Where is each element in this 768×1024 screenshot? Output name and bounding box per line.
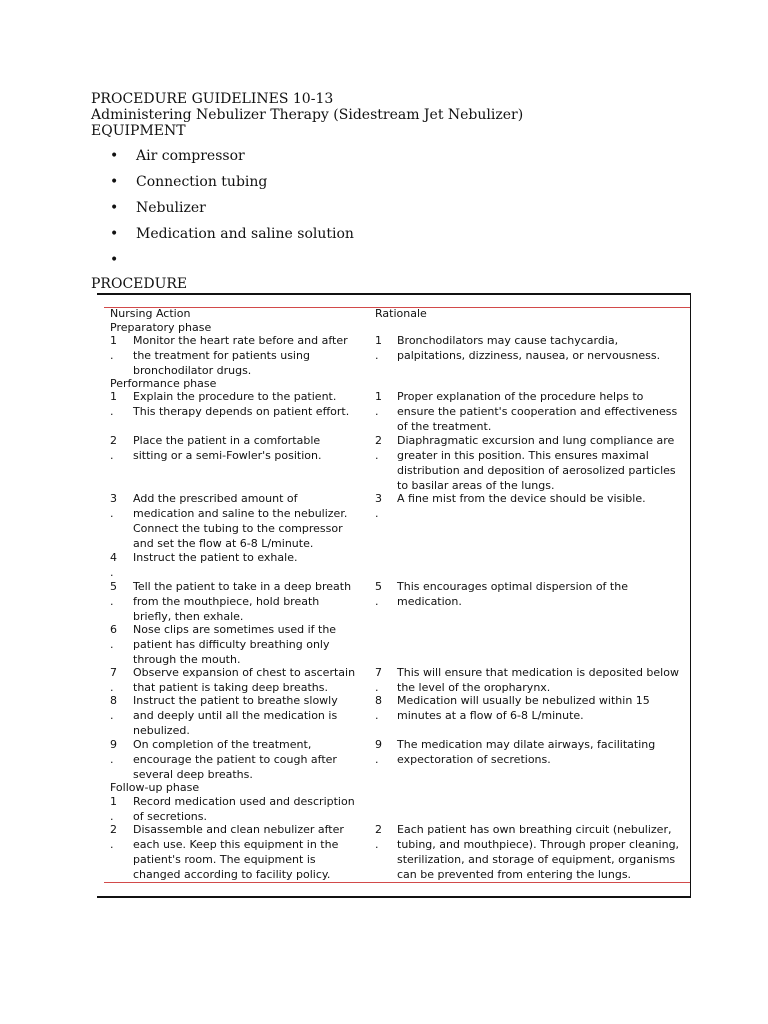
- rationale: Proper explanation of the procedure helps to ensure the patient's cooperation and effectiveness of the treatment.: [397, 390, 678, 433]
- document-title: PROCEDURE GUIDELINES 10-13: [91, 91, 334, 107]
- step-number: 7 .: [110, 666, 117, 694]
- step-number: 4 .: [110, 551, 117, 579]
- nursing-action: Add the prescribed amount of medication and saline to the nebulizer. Connect the tubing to the compressor and set the flow at 6-8 L/minute.: [133, 492, 348, 550]
- table-border-right: [690, 293, 691, 898]
- list-item: • Connection tubing: [110, 174, 268, 190]
- rationale-number: 2 .: [375, 434, 382, 462]
- rationale-number: 1 .: [375, 390, 382, 418]
- column-header-action: Nursing Action: [110, 307, 191, 320]
- nursing-action: Monitor the heart rate before and after the treatment for patients using bronchodilator drugs.: [133, 334, 348, 377]
- rationale: The medication may dilate airways, facilitating expectoration of secretions.: [397, 738, 656, 766]
- step-number: 1 .: [110, 795, 117, 823]
- rationale-number: 3 .: [375, 492, 382, 520]
- phase-label-preparatory: Preparatory phase: [110, 321, 212, 334]
- nursing-action: Explain the procedure to the patient. This therapy depends on patient effort.: [133, 390, 350, 418]
- step-number: 2 .: [110, 823, 117, 851]
- step-number: 1 .: [110, 390, 117, 418]
- column-header-rationale: Rationale: [375, 307, 427, 320]
- rationale-number: 7 .: [375, 666, 382, 694]
- equipment-heading: EQUIPMENT: [91, 123, 186, 139]
- rationale-number: 1 .: [375, 334, 382, 362]
- nursing-action: Disassemble and clean nebulizer after each use. Keep this equipment in the patient's room. The equipment is changed according to facility policy.: [133, 823, 344, 881]
- phase-label-followup: Follow-up phase: [110, 781, 200, 794]
- nursing-action: Observe expansion of chest to ascertain that patient is taking deep breaths.: [133, 666, 356, 694]
- bullet-icon: •: [110, 148, 119, 164]
- nursing-action: Record medication used and description of secretions.: [133, 795, 355, 823]
- rationale-number: 2 .: [375, 823, 382, 851]
- bullet-icon: •: [110, 226, 119, 242]
- rationale: This will ensure that medication is deposited below the level of the oropharynx.: [397, 666, 679, 694]
- step-number: 8 .: [110, 694, 117, 722]
- step-number: 5 .: [110, 580, 117, 608]
- step-number: 1 .: [110, 334, 117, 362]
- rationale: Bronchodilators may cause tachycardia, palpitations, dizziness, nausea, or nervousness.: [397, 334, 661, 362]
- rationale: A fine mist from the device should be visible.: [397, 492, 646, 505]
- phase-label-performance: Performance phase: [110, 377, 217, 390]
- bullet-icon: •: [110, 252, 119, 268]
- document-subtitle: Administering Nebulizer Therapy (Sidestream Jet Nebulizer): [91, 107, 524, 123]
- step-number: 3 .: [110, 492, 117, 520]
- equipment-list: [110, 148, 354, 278]
- procedure-heading: PROCEDURE: [91, 276, 188, 292]
- nursing-action: Nose clips are sometimes used if the patient has difficulty breathing only through the mouth.: [133, 623, 337, 666]
- table-border-top: [97, 293, 691, 295]
- bullet-icon: •: [110, 200, 119, 216]
- list-item: [110, 252, 354, 278]
- table-border-bottom: [97, 896, 691, 898]
- nursing-action: On completion of the treatment, encourage the patient to cough after several deep breaths.: [133, 738, 337, 781]
- step-number: 9 .: [110, 738, 117, 766]
- rationale-number: 8 .: [375, 694, 382, 722]
- nursing-action: Tell the patient to take in a deep breath from the mouthpiece, hold breath briefly, then exhale.: [133, 580, 352, 623]
- rationale-number: 9 .: [375, 738, 382, 766]
- rationale: Diaphragmatic excursion and lung compliance are greater in this position. This ensures maximal distribution and deposition of aerosolized particles to basilar areas of the lungs.: [397, 434, 676, 492]
- rationale-number: 5 .: [375, 580, 382, 608]
- step-number: 2 .: [110, 434, 117, 462]
- rationale: This encourages optimal dispersion of the medication.: [397, 580, 628, 608]
- list-item: • Nebulizer: [110, 200, 206, 216]
- step-number: 6 .: [110, 623, 117, 651]
- list-item: • Medication and saline solution: [110, 226, 354, 242]
- nursing-action: Instruct the patient to breathe slowly and deeply until all the medication is nebulized.: [133, 694, 338, 737]
- nursing-action: Instruct the patient to exhale.: [133, 551, 298, 564]
- bullet-icon: •: [110, 174, 119, 190]
- nursing-action: Place the patient in a comfortable sitting or a semi-Fowler's position.: [133, 434, 322, 462]
- rationale: Medication will usually be nebulized within 15 minutes at a flow of 6-8 L/minute.: [397, 694, 650, 722]
- list-item: • Air compressor: [110, 148, 245, 164]
- rationale: Each patient has own breathing circuit (nebulizer, tubing, and mouthpiece). Through proper cleaning, sterilization, and storage of equipment, organisms can be prevented from entering the lungs.: [397, 823, 680, 881]
- table-divider-bottom: [104, 882, 691, 883]
